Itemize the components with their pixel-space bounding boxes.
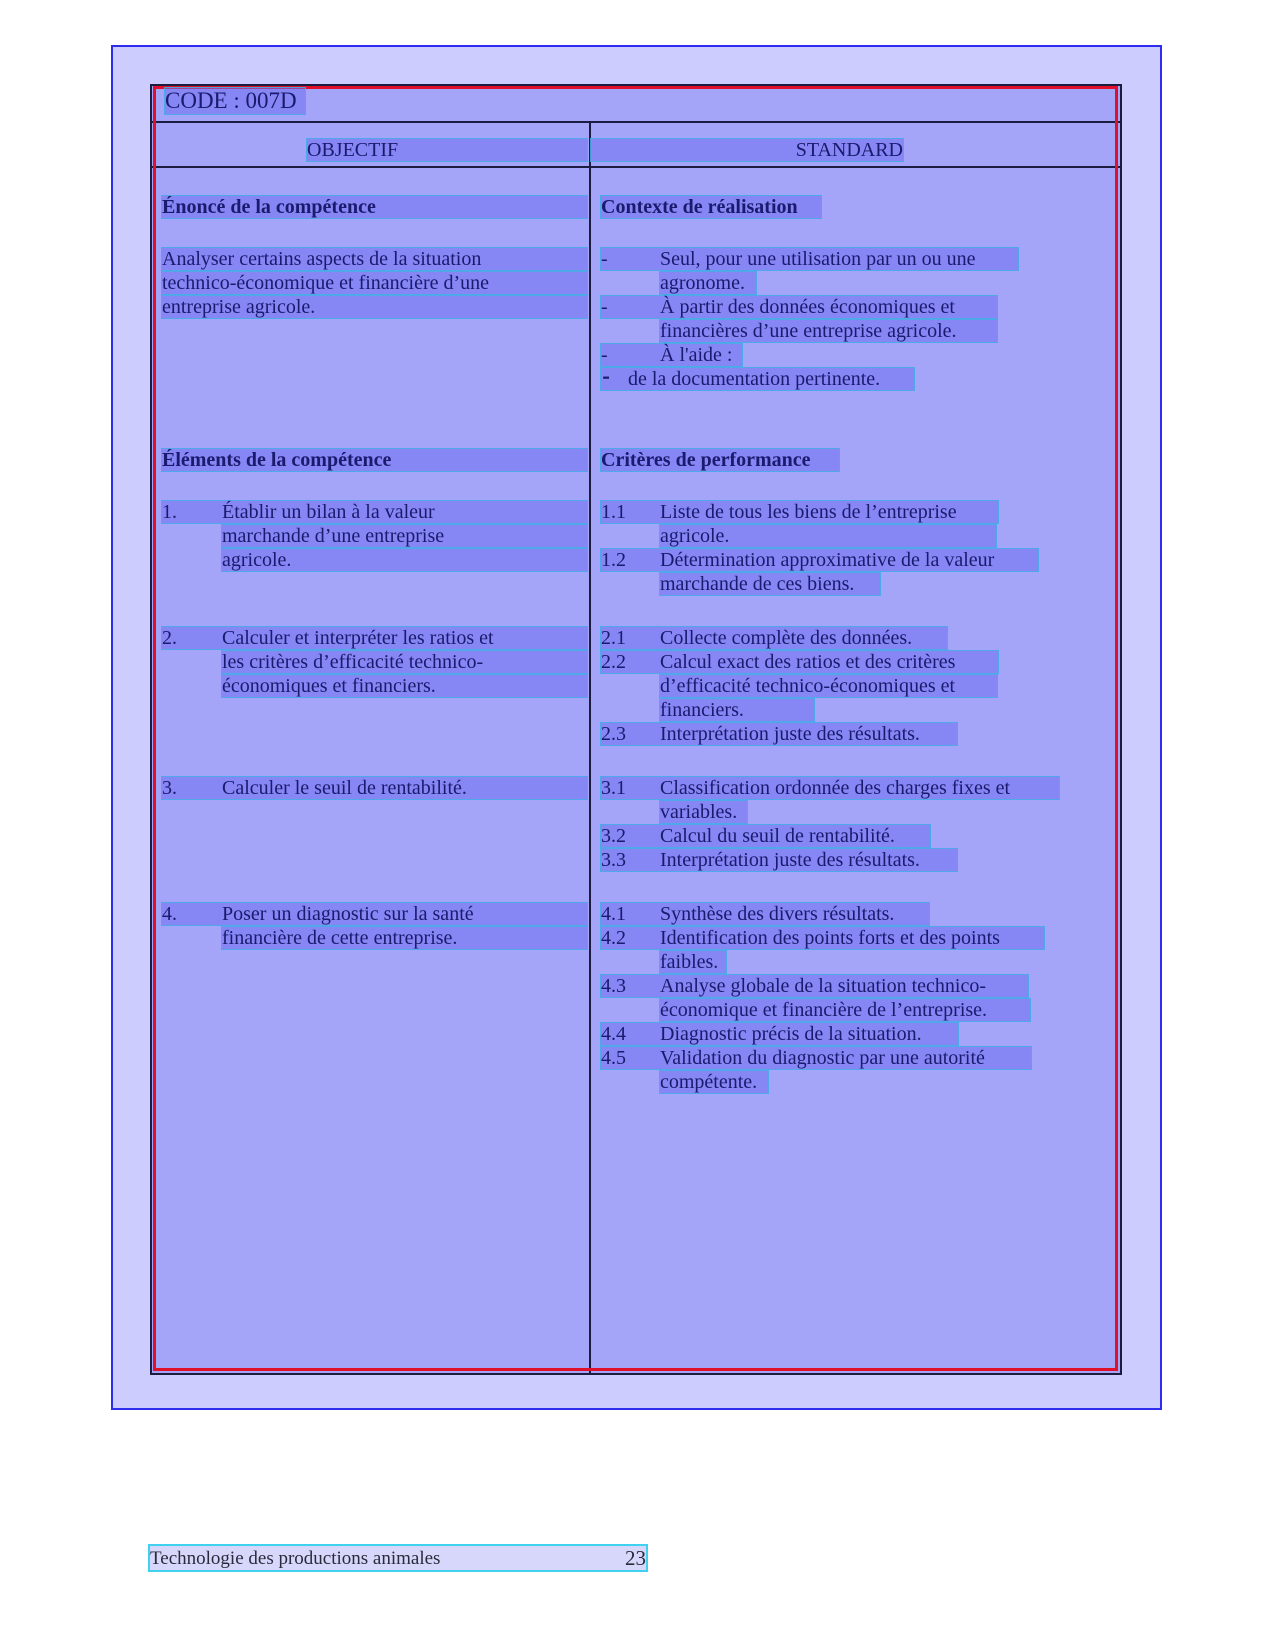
contexte-subtext: de la documentation pertinente.	[628, 368, 881, 390]
critere-item	[601, 903, 929, 925]
table-column-divider	[589, 123, 591, 1373]
elements-title: Éléments de la compétence	[162, 449, 587, 471]
element-text: Poser un diagnostic sur la santé	[222, 903, 474, 925]
element-text: financière de cette entreprise.	[222, 927, 587, 949]
element-number: 4.	[162, 903, 177, 925]
critere-number: 4.4	[601, 1023, 626, 1045]
element-3-line	[162, 777, 587, 799]
element-text: les critères d’efficacité technico-	[222, 651, 587, 673]
critere-text: agricole.	[660, 525, 996, 547]
contexte-item	[601, 296, 997, 318]
critere-text: Calcul du seuil de rentabilité.	[660, 825, 895, 847]
contexte-text: Seul, pour une utilisation par un ou une	[660, 248, 976, 270]
enonce-line: Analyser certains aspects de la situation	[162, 248, 587, 270]
element-text: économiques et financiers.	[222, 675, 587, 697]
critere-number: 4.5	[601, 1047, 626, 1069]
critere-item	[601, 1047, 1031, 1069]
element-text: Calculer et interpréter les ratios et	[222, 627, 494, 649]
critere-item	[601, 777, 1059, 799]
critere-item	[601, 549, 1038, 571]
element-text: agricole.	[222, 549, 587, 571]
table-divider-header	[152, 166, 1120, 168]
contexte-text: financières d’une entreprise agricole.	[660, 320, 997, 342]
critere-number: 1.2	[601, 549, 626, 571]
critere-item	[601, 825, 930, 847]
critere-text: marchande de ces biens.	[660, 573, 880, 595]
header-objectif: OBJECTIF	[307, 139, 587, 161]
critere-number: 4.1	[601, 903, 626, 925]
critere-number: 2.1	[601, 627, 626, 649]
bullet: -	[601, 344, 608, 366]
enonce-line: entreprise agricole.	[162, 296, 587, 318]
page-number: 23	[625, 1546, 646, 1570]
critere-number: 1.1	[601, 501, 626, 523]
contexte-title: Contexte de réalisation	[601, 196, 821, 218]
contexte-subitem	[601, 368, 914, 390]
critere-item	[601, 651, 998, 673]
element-number: 2.	[162, 627, 177, 649]
critere-text: compétente.	[660, 1071, 768, 1093]
critere-text: Identification des points forts et des points	[660, 927, 1000, 949]
critere-item	[601, 975, 1028, 997]
element-text: marchande d’une entreprise	[222, 525, 587, 547]
critere-number: 3.3	[601, 849, 626, 871]
critere-item	[601, 723, 957, 745]
critere-number: 2.2	[601, 651, 626, 673]
enonce-title: Énoncé de la compétence	[162, 196, 587, 218]
critere-text: variables.	[660, 801, 747, 823]
footer-title: Technologie des productions animales	[150, 1548, 441, 1569]
critere-item	[601, 501, 998, 523]
critere-number: 2.3	[601, 723, 626, 745]
contexte-text: À l'aide :	[660, 344, 733, 366]
contexte-item	[601, 344, 742, 366]
bullet: ⁃	[601, 368, 611, 390]
critere-text: Collecte complète des données.	[660, 627, 913, 649]
critere-text: Classification ordonnée des charges fixes et	[660, 777, 1011, 799]
critere-text: Liste de tous les biens de l’entreprise	[660, 501, 957, 523]
critere-text: Détermination approximative de la valeur	[660, 549, 995, 571]
page-footer	[150, 1546, 646, 1570]
critere-text: faibles.	[660, 951, 726, 973]
element-1-line	[162, 501, 587, 523]
table-divider-top	[152, 121, 1120, 123]
critere-number: 4.3	[601, 975, 626, 997]
critere-item	[601, 849, 957, 871]
contexte-item	[601, 248, 1018, 270]
critere-text: d’efficacité technico-économiques et	[660, 675, 997, 697]
critere-text: Diagnostic précis de la situation.	[660, 1023, 922, 1045]
critere-number: 4.2	[601, 927, 626, 949]
critere-text: Interprétation juste des résultats.	[660, 849, 920, 871]
critere-item	[601, 1023, 958, 1045]
critere-number: 3.1	[601, 777, 626, 799]
critere-number: 3.2	[601, 825, 626, 847]
bullet: -	[601, 248, 608, 270]
element-4-line	[162, 903, 587, 925]
critere-text: Analyse globale de la situation technico-	[660, 975, 987, 997]
critere-text: Interprétation juste des résultats.	[660, 723, 920, 745]
bullet: -	[601, 296, 608, 318]
critere-text: économique et financière de l’entreprise.	[660, 999, 1030, 1021]
contexte-text: À partir des données économiques et	[660, 296, 955, 318]
critere-text: Calcul exact des ratios et des critères	[660, 651, 956, 673]
element-2-line	[162, 627, 587, 649]
critere-text: Synthèse des divers résultats.	[660, 903, 895, 925]
enonce-line: technico-économique et financière d’une	[162, 272, 587, 294]
critere-item	[601, 927, 1044, 949]
critere-text: financiers.	[660, 699, 814, 721]
code-label: CODE : 007D	[165, 88, 305, 114]
element-text: Établir un bilan à la valeur	[222, 501, 435, 523]
element-text: Calculer le seuil de rentabilité.	[222, 777, 467, 799]
contexte-text: agronome.	[660, 272, 756, 294]
critere-item	[601, 627, 947, 649]
element-number: 1.	[162, 501, 177, 523]
element-number: 3.	[162, 777, 177, 799]
header-standard: STANDARD	[591, 139, 903, 161]
critere-text: Validation du diagnostic par une autorité	[660, 1047, 985, 1069]
criteres-title: Critères de performance	[601, 449, 839, 471]
